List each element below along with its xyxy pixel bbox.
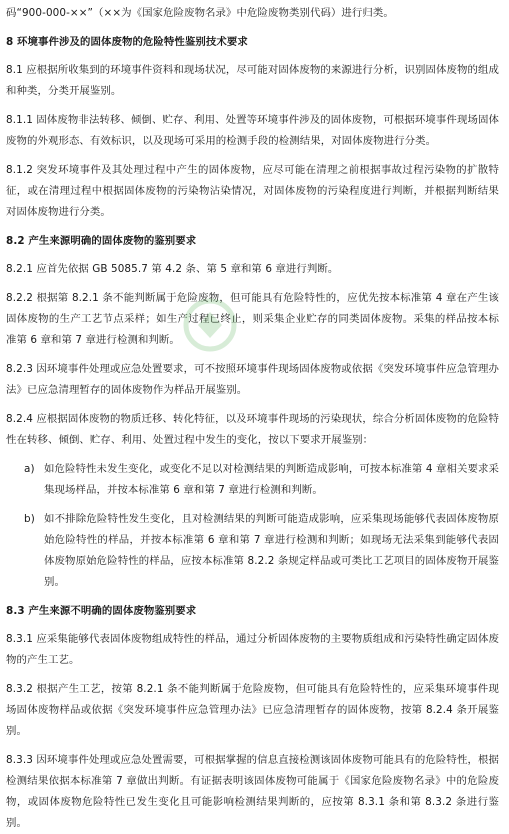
list-item <box>6 509 499 593</box>
section-heading: 8 环境事件涉及的固体废物的危险特性鉴别技术要求 <box>6 36 248 48</box>
paragraph: 8.1.1 固体废物非法转移、倾倒、贮存、利用、处置等环境事件涉及的固体废物，可根据环境事件现场固体废物的外观形态、有效标识，以及现场可采用的检测手段的检测结果，对固体废物进行分类。 <box>6 114 499 147</box>
paragraph: 8.2.3 因环境事件处理或应急处置要求，可不按照环境事件现场固体废物或依据《突发环境事件应急管理办法》已应急清理暂存的固体废物作为样品开展鉴别。 <box>6 363 499 396</box>
list-item <box>6 459 499 501</box>
paragraph: 8.1 应根据所收集到的环境事件资料和现场状况，尽可能对固体废物的来源进行分析，识别固体废物的组成和种类，分类开展鉴别。 <box>6 64 499 97</box>
paragraph: 8.3.2 根据产生工艺，按第 8.2.1 条不能判断属于危险废物，但可能具有危险特性的，应采集环境事件现场固体废物样品或依据《突发环境事件应急管理办法》已应急清理暂存的固体废物，按第 8.2.4 条开展鉴别。 <box>6 683 499 737</box>
paragraph: 8.2.2 根据第 8.2.1 条不能判断属于危险废物，但可能具有危险特性的，应优先按本标准第 4 章在产生该固体废物的生产工艺节点采样；如生产过程已终止，则采集企业贮存的同类固体废物。采集的样品按本标准第 6 章和第 7 章进行检测和判断。 <box>6 292 499 346</box>
list-item-text: 如不排除危险特性发生变化，且对检测结果的判断可能造成影响，应采集现场能够代表固体废物原始危险特性的样品，并按本标准第 6 章和第 7 章进行检测和判断；如现场无法采集到能够代表固体废物原始危险特性的样品，应按本标准第 8.2.2 条规定样品或可类比工艺项目的固体废物开展鉴别。 <box>44 513 499 588</box>
paragraph: 8.3.1 应采集能够代表固体废物组成特性的样品，通过分析固体废物的主要物质组成和污染特性确定固体废物的产生工艺。 <box>6 633 499 666</box>
paragraph: 8.2.4 应根据固体废物的物质迁移、转化特征，以及环境事件现场的污染现状，综合分析固体废物的危险特性在转移、倾倒、贮存、利用、处置过程中发生的变化，按以下要求开展鉴别： <box>6 413 499 446</box>
paragraph: 8.3.3 因环境事件处理或应急处置需要，可根据掌握的信息直接检测该固体废物可能具有的危险特性，根据检测结果依据本标准第 7 章做出判断。有证据表明该固体废物可能属于《国家危险废物名录》中的危险废物，或固体废物危险特性已发生变化且可能影响检测结果判断的，应按第 8.3.1 条和第 8.3.2 条进行鉴别。 <box>6 754 499 829</box>
list-item-text: 如危险特性未发生变化，或变化不足以对检测结果的判断造成影响，可按本标准第 4 章相关要求采集现场样品，并按本标准第 6 章和第 7 章进行检测和判断。 <box>44 463 499 496</box>
section-heading: 8.3 产生来源不明确的固体废物鉴别要求 <box>6 605 197 617</box>
section-heading: 8.2 产生来源明确的固体废物的鉴别要求 <box>6 235 197 247</box>
paragraph: 码“900-000-××”（××为《国家危险废物名录》中危险废物类别代码）进行归类。 <box>6 7 394 19</box>
list-marker: b) <box>24 513 35 525</box>
paragraph: 8.1.2 突发环境事件及其处理过程中产生的固体废物，应尽可能在清理之前根据事故过程污染物的扩散特征，或在清理过程中根据固体废物的污染物沾染情况，对固体废物的污染程度进行判断，并根据判断结果对固体废物进行分类。 <box>6 164 499 218</box>
paragraph: 8.2.1 应首先依据 GB 5085.7 第 4.2 条、第 5 章和第 6 章进行判断。 <box>6 263 339 275</box>
list-marker: a) <box>24 463 35 475</box>
